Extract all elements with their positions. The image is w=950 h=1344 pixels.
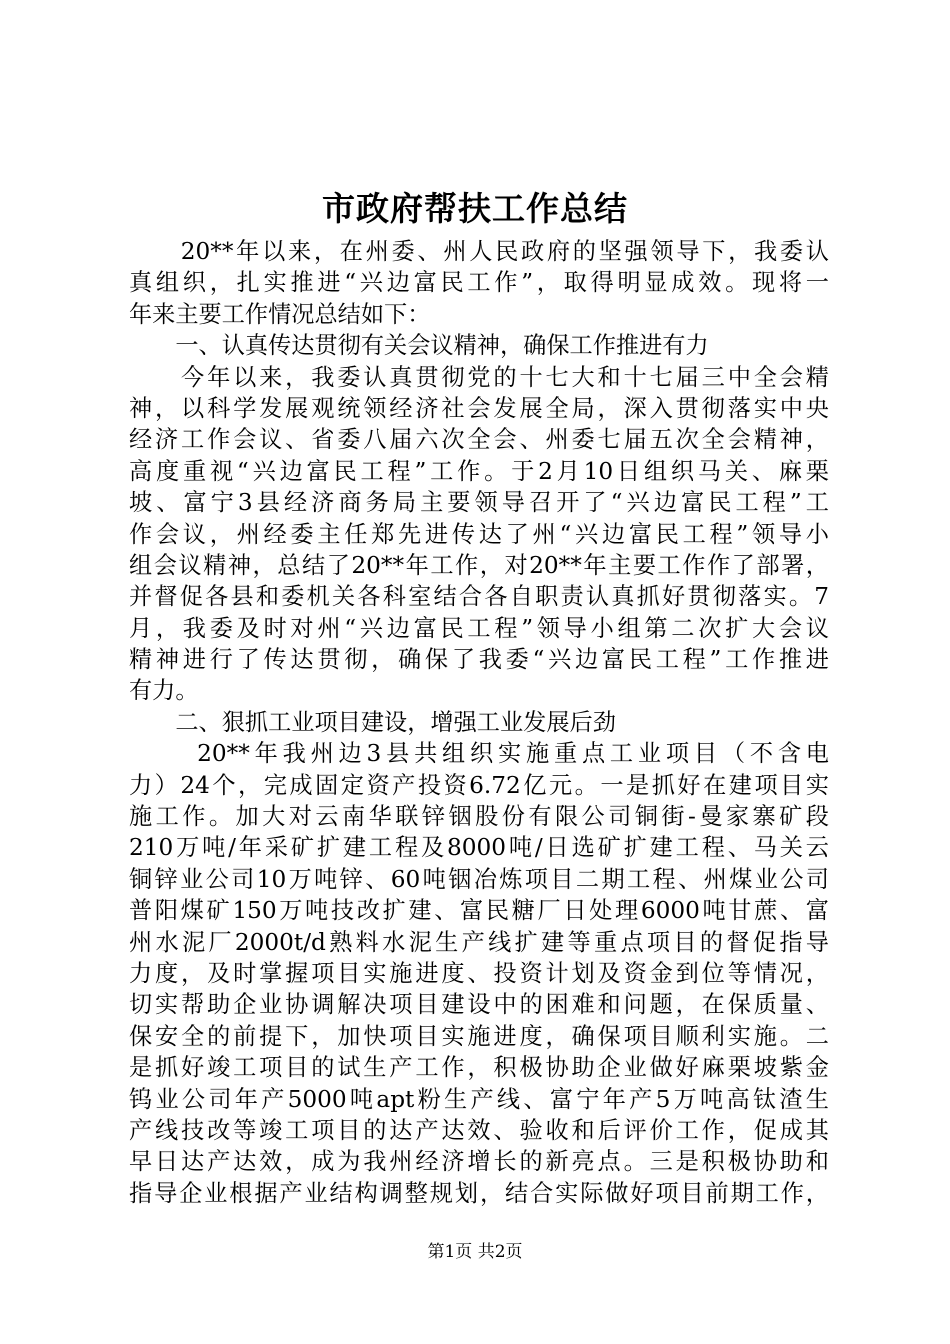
- body-line: 指导企业根据产业结构调整规划，结合实际做好项目前期工作，: [129, 1179, 829, 1207]
- body-line: 精神进行了传达贯彻，确保了我委“兴边富民工程”工作推进: [129, 646, 829, 674]
- body-line: 施工作。加大对云南华联锌铟股份有限公司铜街-曼家寨矿段: [129, 803, 829, 831]
- body-line: 产线技改等竣工项目的达产达效、验收和后评价工作，促成其: [129, 1116, 829, 1144]
- body-line: 高度重视“兴边富民工程”工作。于2月10日组织马关、麻栗: [129, 457, 829, 485]
- body-line: 有力。: [129, 677, 199, 705]
- section-heading-2: 二、狠抓工业项目建设，增强工业发展后劲: [129, 708, 616, 736]
- body-line: 年来主要工作情况总结如下：: [129, 300, 431, 328]
- body-line: 保安全的前提下，加快项目实施进度，确保项目顺利实施。二: [129, 1022, 829, 1050]
- body-line: 铜锌业公司10万吨锌、60吨铟冶炼项目二期工程、州煤业公司: [129, 865, 829, 893]
- body-line: 20**年我州边3县共组织实施重点工业项目（不含电: [129, 740, 829, 768]
- body-line: 真组织，扎实推进“兴边富民工作”，取得明显成效。现将一: [129, 269, 829, 297]
- body-line: 力）24个，完成固定资产投资6.72亿元。一是抓好在建项目实: [129, 771, 829, 799]
- section-heading-1: 一、认真传达贯彻有关会议精神，确保工作推进有力: [129, 332, 709, 360]
- body-line: 并督促各县和委机关各科室结合各自职责认真抓好贯彻落实。7: [129, 583, 829, 611]
- body-line: 钨业公司年产5000吨apt粉生产线、富宁年产5万吨高钛渣生: [129, 1085, 829, 1113]
- body-line: 今年以来，我委认真贯彻党的十七大和十七届三中全会精: [129, 363, 829, 391]
- body-line: 作会议，州经委主任郑先进传达了州“兴边富民工程”领导小: [129, 520, 829, 548]
- body-line: 州水泥厂2000t/d熟料水泥生产线扩建等重点项目的督促指导: [129, 928, 829, 956]
- body-line: 早日达产达效，成为我州经济增长的新亮点。三是积极协助和: [129, 1148, 829, 1176]
- body-line: 是抓好竣工项目的试生产工作，积极协助企业做好麻栗坡紫金: [129, 1054, 829, 1082]
- document-body: [129, 236, 829, 1209]
- body-line: 普阳煤矿150万吨技改扩建、富民糖厂日处理6000吨甘蔗、富: [129, 897, 829, 925]
- body-line: 组会议精神，总结了20**年工作，对20**年主要工作作了部署，: [129, 551, 829, 579]
- page-footer: 第1页 共2页: [427, 1242, 523, 1262]
- body-line: 经济工作会议、省委八届六次全会、州委七届五次全会精神，: [129, 426, 829, 454]
- body-line: 20**年以来，在州委、州人民政府的坚强领导下，我委认: [129, 238, 829, 265]
- body-line: 月，我委及时对州“兴边富民工程”领导小组第二次扩大会议: [129, 614, 829, 642]
- body-line: 神，以科学发展观统领经济社会发展全局，深入贯彻落实中央: [129, 394, 829, 422]
- body-line: 210万吨/年采矿扩建工程及8000吨/日选矿扩建工程、马关云: [129, 834, 829, 862]
- body-line: 力度，及时掌握项目实施进度、投资计划及资金到位等情况，: [129, 959, 829, 987]
- document-title: 市政府帮扶工作总结: [322, 189, 628, 228]
- body-line: 切实帮助企业协调解决项目建设中的困难和问题，在保质量、: [129, 991, 829, 1019]
- body-line: 坡、富宁3县经济商务局主要领导召开了“兴边富民工程”工: [129, 489, 829, 517]
